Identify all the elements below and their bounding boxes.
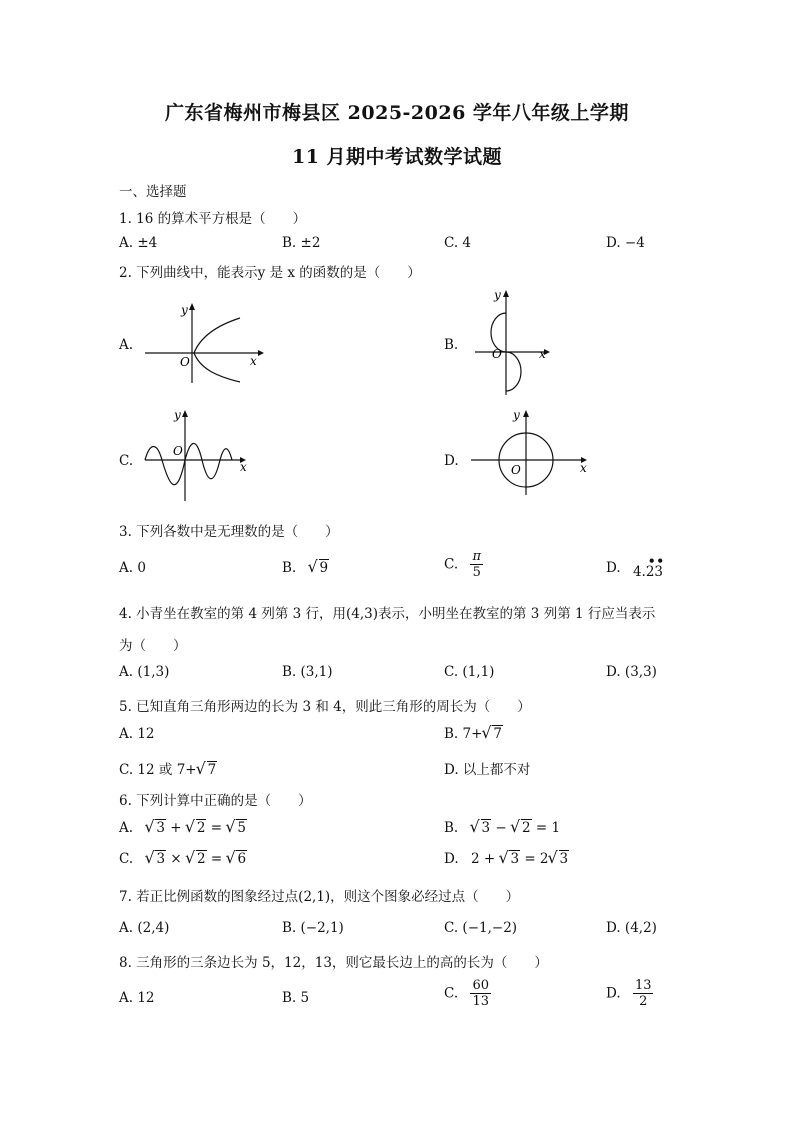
q7-option-d: D. (4,2) xyxy=(606,920,657,936)
origin-label: O xyxy=(492,347,502,361)
q8-option-a: A. 12 xyxy=(119,990,155,1006)
q2-graph-b xyxy=(470,285,560,400)
axis-x-label: x xyxy=(539,347,546,361)
q3-stem: 3. 下列各数中是无理数的是（ ） xyxy=(119,524,339,540)
axis-y-label: y xyxy=(174,408,181,422)
q3-option-b: B. √ 9 xyxy=(282,560,329,576)
q2-option-c-label: C. xyxy=(119,453,134,469)
q5-option-b: B. 7+√ 7 xyxy=(444,726,503,742)
q6-option-b: B. √ 3 − √ 2 = 1 xyxy=(444,820,560,836)
q7-option-c: C. (−1,−2) xyxy=(444,920,518,936)
q2-graph-c xyxy=(140,405,260,505)
q1-stem: 1. 16 的算术平方根是（ ） xyxy=(119,211,307,227)
q2-option-a-label: A. xyxy=(119,337,134,353)
q6-option-c: C. √ 3 × √ 2 = √ 6 xyxy=(119,851,247,867)
fraction: $\frac{\pi}{5}$ xyxy=(472,549,481,580)
q6-stem: 6. 下列计算中正确的是（ ） xyxy=(119,793,312,809)
origin-label: O xyxy=(173,444,183,458)
q7-option-b: B. (−2,1) xyxy=(282,920,344,936)
repeating-decimal: 4. • 2 • 3 xyxy=(632,554,665,580)
origin-label: O xyxy=(180,355,190,369)
q6-option-d: D. 2 + √ 3 = 2√ 3 xyxy=(444,851,569,867)
q3-option-d: D. 4. • 2 • 3 xyxy=(606,554,665,580)
axis-y-label: y xyxy=(494,288,501,302)
q4-option-a: A. (1,3) xyxy=(119,664,170,680)
axis-y-label: y xyxy=(513,408,520,422)
sqrt-expression: √ 9 xyxy=(309,560,330,576)
q3-option-a: A. 0 xyxy=(119,560,146,576)
q2-graph-a xyxy=(140,298,270,388)
q8-option-c: C. $\frac{60}{13}$ xyxy=(444,978,489,1009)
q1-option-c: C. 4 xyxy=(444,235,472,251)
q5-option-d: D. 以上都不对 xyxy=(444,762,531,778)
q2-option-d-label: D. xyxy=(444,453,459,469)
axis-x-label: x xyxy=(580,461,587,475)
q3-option-c: C. $\frac{\pi}{5}$ xyxy=(444,549,481,580)
q5-option-c: C. 12 或 7+√ 7 xyxy=(119,758,217,778)
q4-stem-line1: 4. 小青坐在教室的第 4 列第 3 行，用(4,3)表示，小明坐在教室的第 3 列第 1 行应当表示 xyxy=(119,606,656,622)
axis-y-label: y xyxy=(181,303,188,317)
axis-x-label: x xyxy=(250,354,257,368)
q1-option-a: A. ±4 xyxy=(119,235,158,251)
q8-option-d: D. $\frac{13}{2}$ xyxy=(606,978,652,1009)
q7-stem: 7. 若正比例函数的图象经过点(2,1)，则这个图象必经过点（ ） xyxy=(119,889,520,905)
q8-stem: 8. 三角形的三条边长为 5，12，13，则它最长边上的高的长为（ ） xyxy=(119,955,548,971)
exam-title-line2: 11 月期中考试数学试题 xyxy=(291,146,503,168)
q1-option-d: D. −4 xyxy=(606,235,645,251)
q4-option-c: C. (1,1) xyxy=(444,664,495,680)
fraction: $\frac{13}{2}$ xyxy=(634,978,652,1009)
exam-title-line1: 广东省梅州市梅县区 2025-2026 学年八年级上学期 xyxy=(165,102,629,124)
section-heading: 一、选择题 xyxy=(119,184,187,200)
q2-option-b-label: B. xyxy=(444,337,459,353)
q8-option-b: B. 5 xyxy=(282,990,310,1006)
q4-option-d: D. (3,3) xyxy=(606,664,657,680)
fraction: $\frac{60}{13}$ xyxy=(472,978,489,1009)
q4-option-b: B. (3,1) xyxy=(282,664,333,680)
q6-option-a: A. √ 3 + √ 2 = √ 5 xyxy=(119,820,247,836)
q1-option-b: B. ±2 xyxy=(282,235,321,251)
axis-x-label: x xyxy=(240,460,247,474)
q5-stem: 5. 已知直角三角形两边的长为 3 和 4，则此三角形的周长为（ ） xyxy=(119,699,531,715)
origin-label: O xyxy=(511,463,521,477)
q2-stem: 2. 下列曲线中，能表示y 是 x 的函数的是（ ） xyxy=(119,265,421,281)
q2-graph-d xyxy=(466,405,596,500)
q5-option-a: A. 12 xyxy=(119,726,155,742)
q7-option-a: A. (2,4) xyxy=(119,920,170,936)
q4-stem-line2: 为（ ） xyxy=(119,638,187,654)
